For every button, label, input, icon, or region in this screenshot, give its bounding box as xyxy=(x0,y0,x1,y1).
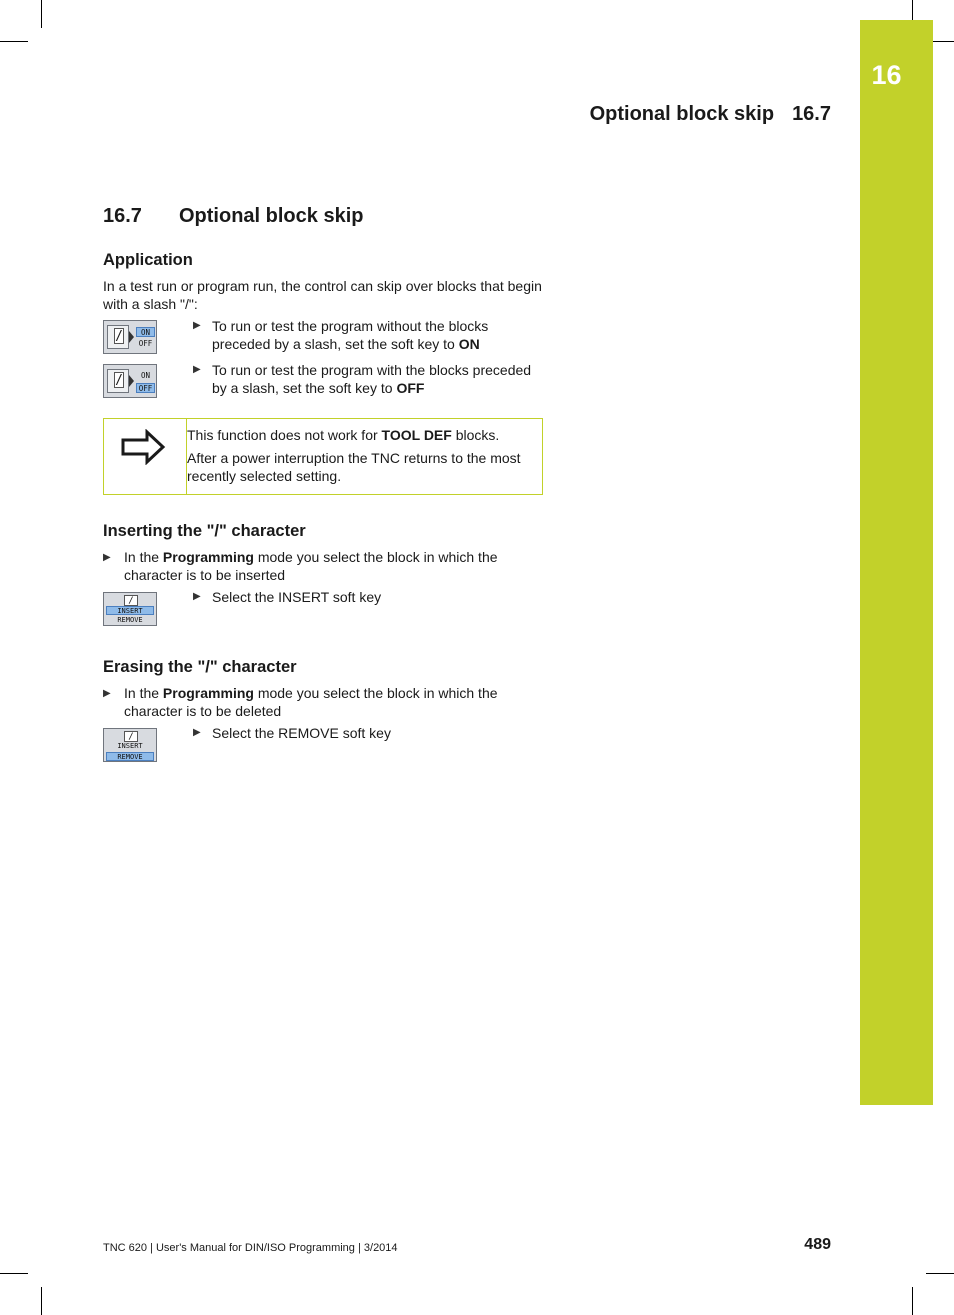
slash-icon: / xyxy=(124,731,138,742)
erasing-heading: Erasing the "/" character xyxy=(103,658,297,676)
erasing-bullet-text: In the Programming mode you select the block in which the character is to be deleted xyxy=(124,685,498,719)
triangle-bullet-icon: ▶ xyxy=(103,688,111,699)
footer-text: TNC 620 | User's Manual for DIN/ISO Programming | 3/2014 xyxy=(103,1242,398,1254)
page-number: 489 xyxy=(804,1236,831,1253)
triangle-bullet-icon: ▶ xyxy=(103,552,111,563)
running-header-title: Optional block skip xyxy=(589,103,775,125)
step-insert-text: Select the INSERT soft key xyxy=(212,589,382,605)
slash-icon: / xyxy=(115,329,123,344)
running-header xyxy=(590,103,831,126)
softkey-option-off: OFF xyxy=(138,339,153,348)
crop-mark xyxy=(0,41,28,42)
insert-remove-softkey-insert[interactable] xyxy=(103,592,157,626)
application-heading: Application xyxy=(103,251,193,269)
triangle-bullet-icon: ▶ xyxy=(193,320,201,331)
section-title: Optional block skip xyxy=(179,205,364,227)
softkey-option-off: OFF xyxy=(136,383,155,393)
crop-mark xyxy=(41,1287,42,1315)
triangle-bullet-icon: ▶ xyxy=(193,727,201,738)
arrow-right-outline-icon xyxy=(120,429,166,465)
skip-softkey-off[interactable] xyxy=(103,364,157,398)
note-line-1: This function does not work for TOOL DEF blocks. xyxy=(187,427,500,443)
slash-icon: / xyxy=(124,595,138,606)
note-box xyxy=(103,418,543,495)
softkey-option-on: ON xyxy=(140,371,151,380)
inserting-bullet-text: In the Programming mode you select the block in which the character is to be inserted xyxy=(124,549,498,583)
insert-remove-softkey-remove[interactable] xyxy=(103,728,157,762)
chapter-tab xyxy=(860,20,933,1105)
slash-box xyxy=(107,369,129,393)
section-number: 16.7 xyxy=(103,205,142,227)
arrow-right-icon xyxy=(129,331,134,343)
skip-softkey-on[interactable] xyxy=(103,320,157,354)
slash-icon: / xyxy=(115,373,123,388)
step-remove-text: Select the REMOVE soft key xyxy=(212,725,391,741)
note-icon-cell xyxy=(104,419,187,494)
crop-mark xyxy=(0,1273,28,1274)
step-off-text: To run or test the program with the blocks preceded by a slash, set the soft key to OFF xyxy=(212,362,532,396)
triangle-bullet-icon: ▶ xyxy=(193,364,201,375)
application-intro: In a test run or program run, the control can skip over blocks that begin with a slash "/": xyxy=(103,278,542,312)
inserting-heading: Inserting the "/" character xyxy=(103,522,306,540)
softkey-option-on: ON xyxy=(136,327,155,337)
softkey-option-remove: REMOVE xyxy=(106,752,154,761)
running-header-number: 16.7 xyxy=(792,103,831,125)
softkey-option-insert: INSERT xyxy=(106,606,154,615)
step-on-text: To run or test the program without the blocks preceded by a slash, set the soft key to ON xyxy=(212,318,489,352)
crop-mark xyxy=(926,1273,954,1274)
crop-mark xyxy=(912,1287,913,1315)
crop-mark xyxy=(41,0,42,28)
arrow-right-icon xyxy=(129,375,134,387)
softkey-option-insert: INSERT xyxy=(117,742,143,750)
softkey-option-remove: REMOVE xyxy=(117,616,143,624)
note-line-2: After a power interruption the TNC returns to the most recently selected setting. xyxy=(187,450,521,484)
slash-box xyxy=(107,325,129,349)
triangle-bullet-icon: ▶ xyxy=(193,591,201,602)
chapter-number: 16 xyxy=(871,60,902,90)
section-heading xyxy=(103,205,363,228)
